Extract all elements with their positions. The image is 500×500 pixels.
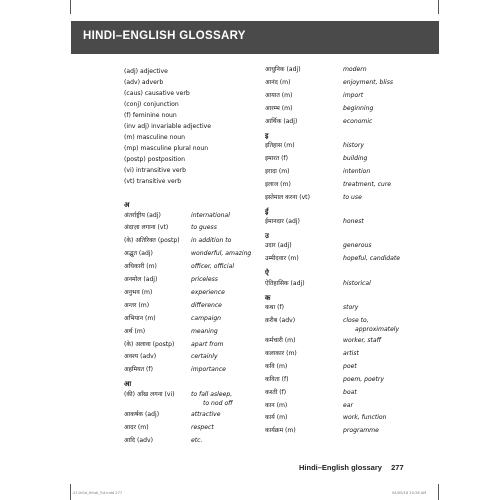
hindi-headword: अंदाज़ा लगाना (vt) xyxy=(124,224,169,232)
english-gloss: programme xyxy=(343,427,379,435)
english-gloss: enjoyment, bliss xyxy=(343,78,394,86)
english-gloss: poem, poetry xyxy=(343,375,385,383)
english-gloss: attractive xyxy=(191,410,221,418)
hindi-headword: (की) आँख लगना (vi) xyxy=(124,390,175,398)
section-letter: ई xyxy=(265,207,269,216)
abbreviation-item: (conj) conjunction xyxy=(124,101,179,108)
hindi-headword: (के) अतिरिक्त (postp) xyxy=(124,237,180,245)
section-letter: क xyxy=(265,293,271,302)
hindi-headword: आयात (m) xyxy=(265,91,293,99)
hindi-headword: अधिकारी (m) xyxy=(124,263,157,271)
section-letter: अ xyxy=(124,201,130,209)
hindi-headword: ऐतिहासिक (adj) xyxy=(265,279,305,287)
english-gloss: to use xyxy=(343,193,362,201)
running-footer xyxy=(299,463,404,472)
english-gloss: difference xyxy=(191,301,222,309)
english-gloss: generous xyxy=(343,242,372,250)
hindi-headword: आरम्भ (m) xyxy=(265,104,293,112)
english-gloss: modern xyxy=(343,66,367,73)
hindi-headword: अनमोल (adj) xyxy=(124,276,158,283)
english-gloss: import xyxy=(343,91,364,99)
english-gloss: history xyxy=(343,142,364,149)
hindi-headword: इलाज (m) xyxy=(265,180,291,188)
page-title: HINDI–ENGLISH GLOSSARY xyxy=(83,30,246,42)
hindi-headword: कलाकार (m) xyxy=(265,349,297,357)
hindi-headword: कार्यक्रम (m) xyxy=(265,427,296,435)
english-gloss: etc. xyxy=(191,436,203,444)
hindi-headword: ईमानदार (adj) xyxy=(265,218,300,225)
hindi-headword: इरादा (m) xyxy=(265,167,290,175)
english-gloss: to fall asleep, xyxy=(191,390,233,398)
crop-mark xyxy=(438,0,439,14)
hindi-headword: अभियान (m) xyxy=(124,314,156,322)
hindi-headword: अद्भुत (adj) xyxy=(124,250,153,258)
abbreviation-item: (m) masculine noun xyxy=(124,134,185,141)
english-gloss: poet xyxy=(343,362,357,370)
hindi-headword: आधुनिक (adj) xyxy=(265,66,301,73)
english-gloss: economic xyxy=(343,117,373,125)
english-gloss: honest xyxy=(343,218,364,225)
hindi-headword: अर्थ (m) xyxy=(124,327,146,335)
section-letter: आ xyxy=(124,380,132,389)
hindi-headword: कवि (m) xyxy=(265,362,288,370)
hindi-headword: आर्थिक (adj) xyxy=(265,117,298,125)
english-gloss: worker, staff xyxy=(343,337,382,344)
english-gloss-continuation: approximately xyxy=(355,326,400,333)
abbreviation-item: (postp) postposition xyxy=(124,156,186,163)
hindi-headword: आनंद (m) xyxy=(265,78,291,86)
english-gloss: certainly xyxy=(191,353,218,361)
hindi-headword: कविता (f) xyxy=(265,375,289,383)
english-gloss: artist xyxy=(343,349,359,357)
hindi-headword: कथा (f) xyxy=(265,304,284,312)
abbreviation-item: (adj) adjective xyxy=(124,68,168,75)
abbreviation-item: (vi) intransitive verb xyxy=(124,167,187,174)
hindi-headword: इतिहास (m) xyxy=(265,142,295,149)
english-gloss: beginning xyxy=(343,104,374,112)
abbreviation-item: (adv) adverb xyxy=(124,79,164,86)
hindi-headword: आदि (adv) xyxy=(124,436,153,444)
print-slug-left: -511hSd_Hindi_Tut.indd 277 xyxy=(72,491,123,495)
english-gloss: campaign xyxy=(191,314,222,322)
english-gloss-continuation: to nod off xyxy=(203,399,233,407)
crop-mark xyxy=(438,484,439,500)
hindi-headword: आकर्षक (adj) xyxy=(124,410,160,418)
hindi-headword: अवश्य (adv) xyxy=(124,353,157,361)
english-gloss: close to, xyxy=(343,317,369,324)
crop-mark xyxy=(70,0,71,14)
hindi-headword: आदर (m) xyxy=(124,423,149,431)
hindi-headword: इमारत (f) xyxy=(265,154,289,162)
page-number: 277 xyxy=(391,463,404,472)
crop-mark xyxy=(70,484,71,500)
english-gloss: ear xyxy=(343,401,353,409)
section-letter: इ xyxy=(265,131,269,140)
hindi-headword: कार्य (m) xyxy=(265,414,288,422)
english-gloss: meaning xyxy=(191,327,218,335)
running-head: Hindi–English glossary xyxy=(299,463,382,472)
english-gloss: officer, official xyxy=(191,263,235,271)
english-gloss: to guess xyxy=(191,224,217,232)
hindi-headword: अहमियत (f) xyxy=(124,366,153,374)
abbreviation-item: (mp) masculine plural noun xyxy=(124,145,209,152)
english-gloss: building xyxy=(343,154,368,162)
english-gloss: work, function xyxy=(343,414,387,422)
abbreviation-item: (caus) causative verb xyxy=(124,90,190,97)
abbreviation-item: (f) feminine noun xyxy=(124,112,177,119)
hindi-headword: उदार (adj) xyxy=(265,242,292,250)
english-gloss: historical xyxy=(343,279,371,287)
hindi-headword: (के) अलावा (postp) xyxy=(124,340,175,348)
hindi-headword: अंतर्राष्ट्रीय (adj) xyxy=(124,211,161,219)
hindi-headword: क़रीब (adv) xyxy=(265,317,296,324)
hindi-headword: अनुभव (m) xyxy=(124,288,153,296)
section-letter: उ xyxy=(265,231,269,240)
hindi-headword: कान (m) xyxy=(265,401,288,409)
english-gloss: hopeful, candidate xyxy=(343,255,401,263)
english-gloss: experience xyxy=(191,288,225,296)
abbreviation-item: (inv adj) invariable adjective xyxy=(124,123,211,130)
abbreviation-item: (vt) transitive verb xyxy=(124,178,182,185)
english-gloss: in addition to xyxy=(191,237,232,245)
hindi-headword: कर्मचारी (m) xyxy=(265,337,296,344)
hindi-headword: इस्तेमाल करना (vt) xyxy=(265,193,310,201)
glossary-header xyxy=(71,21,439,54)
english-gloss: treatment, cure xyxy=(343,180,392,188)
english-gloss: wonderful, amazing xyxy=(191,250,252,258)
english-gloss: apart from xyxy=(191,340,224,348)
english-gloss: priceless xyxy=(191,276,218,283)
hindi-headword: अन्तर (m) xyxy=(124,301,150,309)
hindi-headword: उम्मीदवार (m) xyxy=(265,255,299,263)
english-gloss: intention xyxy=(343,167,371,175)
english-gloss: boat xyxy=(343,388,357,396)
english-gloss: international xyxy=(191,211,230,219)
english-gloss: respect xyxy=(191,423,214,431)
english-gloss: importance xyxy=(191,366,226,374)
hindi-headword: कश्ती (f) xyxy=(265,388,287,396)
english-gloss: story xyxy=(343,304,359,312)
section-letter: ऐ xyxy=(265,269,269,278)
print-slug-right: 04/05/18 10:26 AM xyxy=(392,491,427,495)
